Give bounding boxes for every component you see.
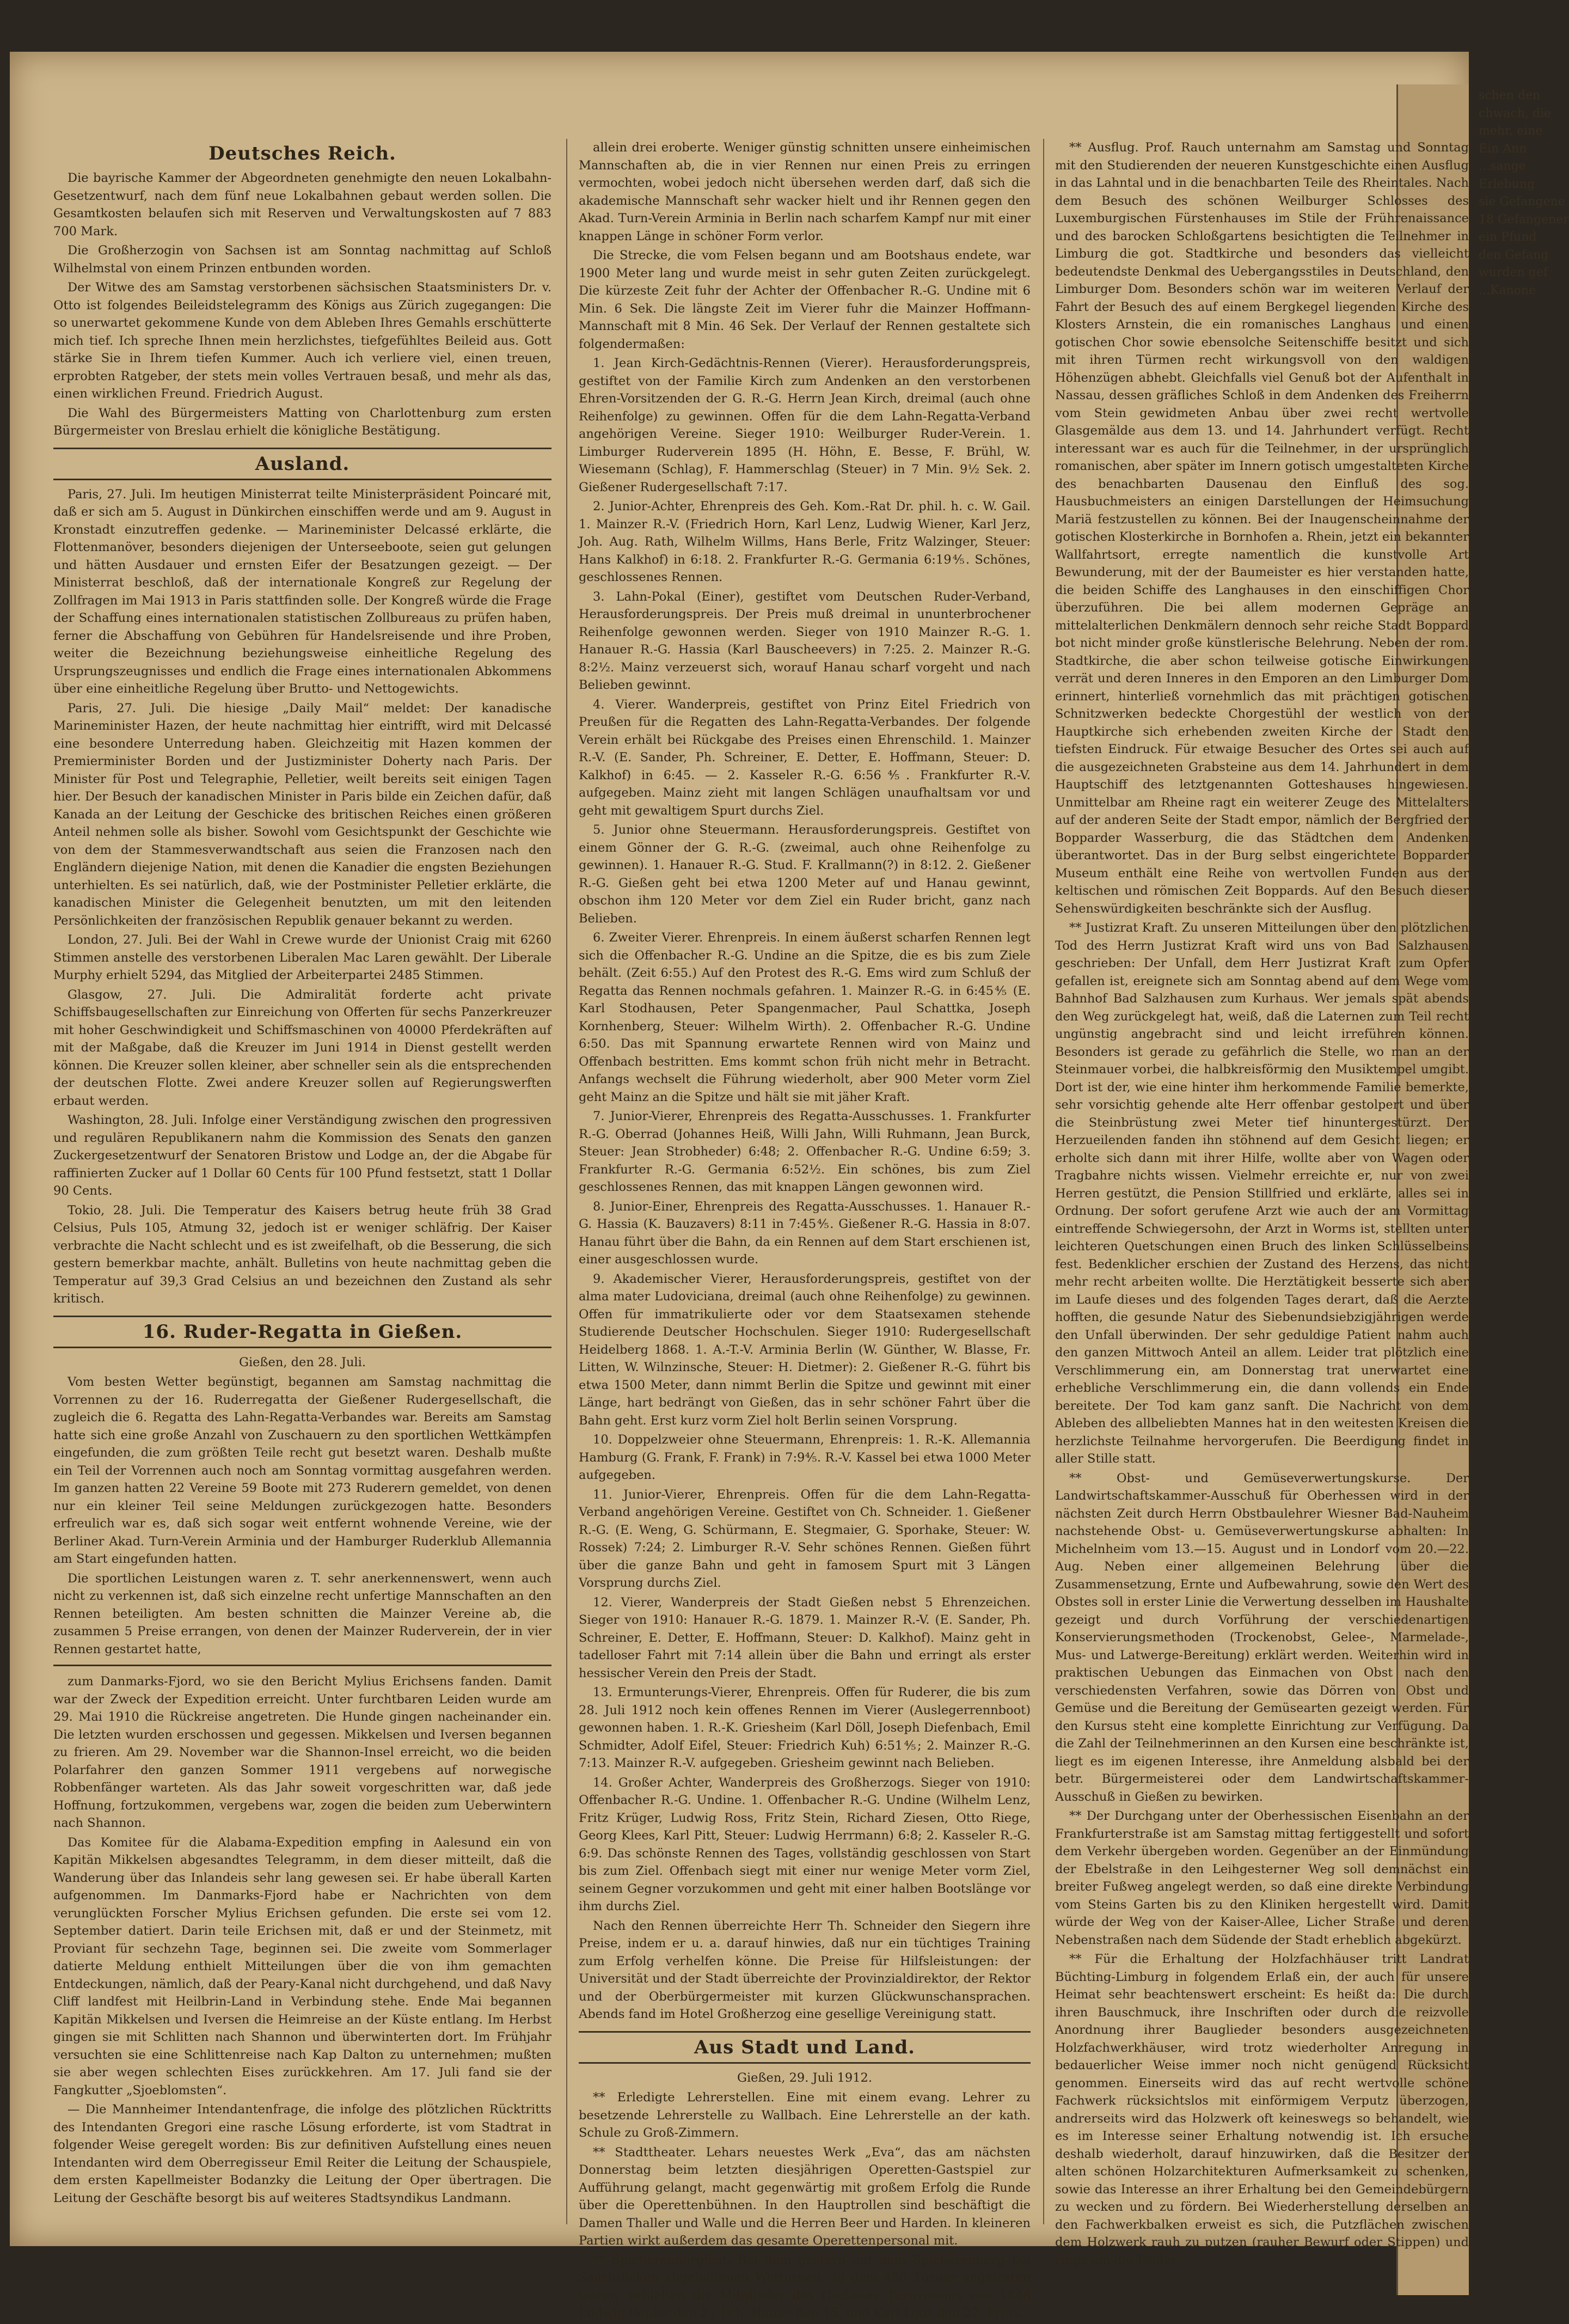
strip-line: sie Gefangene [1479,195,1565,209]
article-paragraph: — Die Mannheimer Intendantenfrage, die infolge des plötzlichen Rücktritts des Intendanten Gregori eine rasche Lösung erforderte, ist vom Stadtrat in folgender Weise geregelt worden: Bis zur definitiven Aufstellung eines neuen Intendanten wird dem Oberregisseur Emil Reiter die Leitung der Schauspiele, dem ersten Kapellmeister Bodanzky die Leitung der Oper übertragen. Die Leitung der Geschäfte besorgt bis auf weiteres Stadtsyndikus Landmann. [53,2102,551,2205]
strip-line: mehr, eine [1479,124,1543,138]
article-paragraph: ** Für die Erhaltung der Holzfachhäuser tritt Landrat Büchting-Limburg in folgendem Erlaß ein, der auch für unsere Heimat sehr beachtenswert erscheint: Es heißt da: Die durch ihren Bauschmuck, ihre Inschriften oder durch die reizvolle Anordnung ihrer Bauglieder besonders ausgezeichneten Holzfachwerkhäuser, wird trotz wiederholter Anregung in bedauerlicher Weise immer noch nicht genügend Rücksicht genommen. Einerseits wird das auf recht wertvolle schöne Fachwerk rücksichtslos mit einförmigem Verputz überzogen, andrerseits wird das Holzwerk oft keineswegs so behandelt, wie es im Interesse seiner Erhaltung notwendig ist. Ich ersuche deshalb wiederholt, darauf hinzuwirken, daß die Besitzer der alten schönen Holzarchitekturen Aufmerksamkeit zu schenken, sowie das Interesse an ihrer Erhaltung bei den Gemeindebürgern zu wecken und zu fördern. Bei Wiederherstellung derselben an den Fachwerkbalken erweist es sich, die Putzflächen zwischen dem Holzwerk rauh zu putzen (rauher Bewurf oder Stippen) und rings um die Felder [1055,1952,1469,2267]
strip-line: wurden gef [1479,266,1548,279]
article-paragraph: zum Danmarks-Fjord, wo sie den Bericht Mylius Erichsens fanden. Damit war der Zweck der Expedition erreicht. Unter furchtbaren Leiden wurde am 29. Mai 1910 die Rückreise angetreten. Die Hunde gingen nacheinander ein. Die letzten wurden erschossen und gegessen. Mikkelsen und Iversen begannen zu frieren. Am 29. November war die Shannon-Insel erreicht, wo die beiden Polarfahrer den ganzen Sommer 1911 vergebens auf norwegische Robbenfänger warteten. Als das Jahr soweit vorgeschritten war, daß jede Hoffnung, fortzukommen, vergebens war, zogen die beiden zum Ueberwintern nach Shannon. [53,1674,551,1830]
article-paragraph: ** Justizrat Kraft. Zu unseren Mitteilungen über den plötzlichen Tod des Herrn Justizrat Kraft wird uns von Bad Salzhausen geschrieben: Der Unfall, dem Herr Justizrat Kraft zum Opfer gefallen ist, ereignete sich am Sonntag abend auf dem Wege vom Bahnhof Bad Salzhausen zum Kurhaus. Wer jemals spät abends den Weg zurückgelegt hat, weiß, daß die Laternen zum Teil recht ungünstig angebracht sind und leicht irreführen können. Besonders ist gerade zu gefährlich die Stelle, wo man an der Steinmauer vorbei, die halbkreisförmig den Musiktempel umgibt. Dort ist der, wie eine hinter ihm herkommende Familie bemerkte, sehr vorsichtig gehende alte Herr offenbar gestolpert und über die Steinbrüstung zwei Meter tief hinuntergestürzt. Der Herzueilenden fanden ihn stöhnend auf dem Gesicht liegen; er erholte sich dann mit ihrer Hilfe, wollte aber von Wagen oder Tragbahre nichts wissen. Vielmehr erreichte er, nur von zwei Herren gestützt, die Pension Stillfried und erklärte, alles sei in Ordnung. Der sofort gerufene Arzt wie auch der am Vormittag eintreffende Schwiegersohn, der Arzt in Worms ist, stellten unter leichteren Quetschungen einen Bruch des linken Schlüsselbeins fest. Bedenklicher erschien der Zustand des Herzens, das nicht mehr recht arbeiten wollte. Die Herztätigkeit besserte sich aber im Laufe dieses und des folgenden Tages derart, daß die Aerzte hofften, die gesunde Natur des Siebenundsiebzigjährigen werde den Unfall überwinden. Der sehr geduldige Patient nahm auch den ganzen Mittwoch Anteil an allem. Leider trat plötzlich eine Verschlimmerung ein, am Donnerstag trat unerwartet eine erhebliche Verschlimmerung ein, die dann vollends ein Ende bereitete. Der Tod kam ganz sanft. Die Nachricht von dem Ableben des allbeliebten Mannes hat in den weitesten Kreisen die herzlichste Teilnahme hervorgerufen. Die Beerdigung findet in aller Stille statt. [1055,921,1469,1466]
column-divider [1043,139,1044,2224]
strip-line: schen den [1479,89,1541,102]
article-paragraph: 13. Ermunterungs-Vierer, Ehrenpreis. Offen für Ruderer, die bis zum 28. Juli 1912 noch kein offenes Rennen im Vierer (Auslegerrennboot) gewonnen haben. 1. R.-K. Griesheim (Karl Döll, Joseph Diefenbach, Emil Schmidter, Adolf Eifel, Steuer: Friedrich Kuh) 6:51⅘; 2. Mainzer R.-G. 7:13. Mainzer R.-V. aufgegeben. Griesheim gewinnt nach Belieben. [579,1685,1031,1770]
article-paragraph: 6. Zweiter Vierer. Ehrenpreis. In einem äußerst scharfen Rennen legt sich die Offenbacher R.-G. Undine an die Spitze, die es bis zum Ziele behält. (Zeit 6:55.) Auf den Protest des R.-G. Ems wird zum Schluß der Regatta das Rennen nochmals gefahren. 1. Mainzer R.-G. in 6:45⅘ (E. Karl Stodhausen, Peter Spangenmacher, Paul Schattka, Joseph Kornhenberg, Steuer: Wilhelm Wirth). 2. Offenbacher R.-G. Undine 6:50. Das mit Spannung erwartete Rennen wird von Mainz und Offenbach bestritten. Ems kommt schon früh nicht mehr in Betracht. Anfangs wechselt die Führung wiederholt, aber 900 Meter vorm Ziel geht Mainz an die Spitze und hält sie mit jäher Kraft. [579,931,1031,1104]
article-paragraph: Nach den Rennen überreichte Herr Th. Schneider den Siegern ihre Preise, indem er u. a. darauf hinwies, daß nur ein tüchtiges Training zum Erfolg verhelfen könne. Die Preise für Hilfsleistungen: der Universität und der Stadt überreichte der Provinzialdirektor, der Rektor und der Oberbürgermeister mit kurzen Glückwunschansprachen. Abends fand im Hotel Großherzog eine gesellige Vereinigung statt. [579,1918,1031,2021]
section-heading-deutsches-reich: Deutsches Reich. [209,143,396,164]
article-paragraph: 1. Jean Kirch-Gedächtnis-Rennen (Vierer). Herausforderungspreis, gestiftet von der Familie Kirch zum Andenken an den verstorbenen Ehren-Vorsitzenden der G. R.-G. Herrn Jean Kirch, dreimal (auch ohne Reihenfolge) zu gewinnen. Offen für die dem Lahn-Regatta-Verband angehörigen Vereine. Sieger 1910: Weilburger Ruder-Verein. 1. Limburger Ruderverein 1895 (H. Höhn, E. Besse, F. Brühl, W. Wiesemann (Schlag), F. Hammerschlag (Steuer) in 7 Min. 9½ Sek. 2. Gießener Rudergesellschaft 7:17. [579,356,1031,494]
article-paragraph: ** Erledigte Lehrerstellen. Eine mit einem evang. Lehrer zu besetzende Lehrerstelle zu Wallbach. Eine Lehrerstelle an der kath. Schule zu Groß-Zimmern. [579,2090,1031,2140]
article-paragraph: Die bayrische Kammer der Abgeordneten genehmigte den neuen Lokalbahn-Gesetzentwurf, nach dem fünf neue Lokalbahnen gebaut werden sollen. Die Gesamtkosten belaufen sich mit Reserven und Verwaltungskosten auf 7 883 700 Mark. [53,171,551,238]
newspaper-page [10,52,1469,2320]
article-paragraph: London, 27. Juli. Bei der Wahl in Crewe wurde der Unionist Craig mit 6260 Stimmen anstelle des verstorbenen Liberalen Mac Laren gewählt. Der Liberale Murphy erhielt 5294, das Mitglied der Arbeiterpartei 2485 Stimmen. [53,933,551,982]
section-heading-ruder-regatta: 16. Ruder-Regatta in Gießen. [53,1316,551,1348]
section-heading-aus-stadt-und-land: Aus Stadt und Land. [579,2031,1031,2064]
article-paragraph: 5. Junior ohne Steuermann. Herausforderungspreis. Gestiftet von einem Gönner der G. R.-G. (zweimal, auch ohne Reihenfolge zu gewinnen). 1. Hanauer R.-G. Stud. F. Krallmann(?) in 8:12. 2. Gießener R.-G. Gießen geht bei etwa 1200 Meter auf und Hanau gewinnt, obschon ihm 120 Meter vor dem Ziel ein Ruder bricht, ganz nach Belieben. [579,823,1031,926]
article-paragraph: ** Stadttheater. Lehars neuestes Werk „Eva“, das am nächsten Donnerstag beim letzten diesjährigen Operetten-Gastspiel zur Aufführung gelangt, macht gegenwärtig mit großem Erfolg die Runde über die Operettenbühnen. In den Hauptrollen sind beschäftigt die Damen Thaller und Walle und die Herren Beer und Harden. In kleineren Partien wirkt außerdem das gesamte Operettenpersonal mit. [579,2145,1031,2248]
article-paragraph: Der Witwe des am Samstag verstorbenen sächsischen Staatsministers Dr. v. Otto ist folgendes Beileidstelegramm des Königs aus Zürich zugegangen: Die so unerwartet gekommene Kunde von dem Ableben Ihres Gemahls erschütterte mich tief. Ich spreche Ihnen mein herzlichstes, tiefgefühltes Beileid aus. Gott stärke Sie in Ihrem tiefen Kummer. Auch ich verliere viel, einen treuen, erprobten Ratgeber, der stets mein volles Vertrauen besaß, und mehr als das, einen wirklichen Freund. Friedrich August. [53,280,551,401]
article-paragraph: Vom besten Wetter begünstigt, begannen am Samstag nachmittag die Vorrennen zu der 16. Ruderregatta der Gießener Rudergesellschaft, die zugleich die 6. Regatta des Lahn-Regatta-Verbandes war. Bereits am Samstag hatte sich eine große Anzahl von Zuschauern zu den sportlichen Wettkämpfen eingefunden, die zum größten Teile recht gut besetzt waren. Deshalb mußte ein Teil der Vorrennen auch noch am Sonntag vormittag ausgefahren werden. Im ganzen hatten 22 Vereine 59 Boote mit 273 Ruderern gemeldet, von denen nur ein kleiner Teil seine Meldungen zurückgezogen hatte. Besonders erfreulich war es, daß sich sogar weit entfernt wohnende Vereine, wie der Berliner Akad. Turn-Verein Arminia und der Hamburger Ruderklub Allemannia am Start eingefunden hatten. [53,1375,551,1566]
strip-line: Erlebung [1479,177,1535,191]
strip-line: ein Pfund [1479,230,1537,244]
column-1 [53,139,551,2209]
article-paragraph: Tokio, 28. Juli. Die Temperatur des Kaisers betrug heute früh 38 Grad Celsius, Puls 105, Atmung 32, jedoch ist er weniger schläfrig. Der Kaiser verbrachte die Nacht schlecht und es ist zweifelhaft, ob die Besserung, die sich gestern bemerkbar machte, anhält. Bulletins von heute nachmittag geben die Temperatur auf 39,3 Grad Celsius an und bezeichnen den Zustand als sehr kritisch. [53,1203,551,1306]
article-paragraph: 7. Junior-Vierer, Ehrenpreis des Regatta-Ausschusses. 1. Frankfurter R.-G. Oberrad (Johannes Heiß, Willi Jahn, Willi Ruhmann, Jean Burck, Steuer: Jean Strobheder) 6:48; 2. Offenbacher R.-G. Undine 6:59; 3. Frankfurter R.-G. Germania 6:52½. Ein schönes, bis zum Ziel geschlossenes Rennen, das mit knappen Längen gewonnen wird. [579,1109,1031,1194]
article-paragraph: Paris, 27. Juli. Im heutigen Ministerrat teilte Ministerpräsident Poincaré mit, daß er sich am 5. August in Dünkirchen einschiffen werde und am 9. August in Kronstadt einzutreffen gedenke. — Marineminister Delcassé erklärte, die Flottenmanöver, besonders diejenigen der Unterseeboote, seien gut gelungen und hätten Ausdauer und ernsten Eifer der Besatzungen gezeigt. — Der Ministerrat beschloß, daß der internationale Kongreß zur Regelung der Zollfragen im Mai 1913 in Paris stattfinden solle. Der Kongreß würde die Frage der Schaffung eines internationalen statistischen Zollbureaus zu prüfen haben, ferner die Abschaffung von Gebühren für Handelsreisende und ihre Proben, weiter die Bezeichnung beziehungsweise einheitliche Regelung des Ursprungszeugnisses und endlich die Frage eines internationalen Abkommens über eine einheitliche Regelung über Brutto- und Nettogewichts. [53,487,551,696]
article-paragraph: 8. Junior-Einer, Ehrenpreis des Regatta-Ausschusses. 1. Hanauer R.-G. Hassia (K. Bauzavers) 8:11 in 7:45⅘. Gießener R.-G. Hassia in 8:07. Hanau führt über die Bahn, da ein Rennen auf dem Start erschienen ist, einer ausgeschlossen wurde. [579,1199,1031,1267]
strip-line: chwach, die [1479,106,1552,120]
article-paragraph: 4. Vierer. Wanderpreis, gestiftet von Prinz Eitel Friedrich von Preußen für die Regatten des Lahn-Regatta-Verbandes. Der folgende Verein erhält bei Rückgabe des Preises einen Ehrenschild. 1. Mainzer R.-V. (E. Sander, Ph. Schreiner, E. Detter, E. Hoffmann, Steuer: D. Kalkhof) in 6:45. — 2. Kasseler R.-G. 6:56⅘. Frankfurter R.-V. aufgegeben. Mainz zieht mit langen Schlägen unaufhaltsam vor und geht mit gewaltigem Spurt durchs Ziel. [579,697,1031,818]
strip-line: ...Kanone [1479,283,1536,297]
article-paragraph: 9. Akademischer Vierer, Herausforderungspreis, gestiftet von der alma mater Ludoviciana, dreimal (auch ohne Reihenfolge) zu gewinnen. Offen für immatrikulierte oder vor dem Staatsexamen stehende Studierende Deutscher Hochschulen. Sieger 1910: Rudergesellschaft Heidelberg 1868. 1. A.-T.-V. Arminia Berlin (W. Günther, W. Blasse, Fr. Litten, W. Wilnzinsche, Steuer: H. Dietmer): 2. Gießener R.-G. führt bis etwa 1500 Meter, dann nimmt Berlin die Spitze und gewinnt mit einer Länge, hart bedrängt von Gießen, das in sehr schöner Fahrt über die Bahn geht. Erst kurz vorm Ziel holt Berlin seinen Vorsprung. [579,1271,1031,1428]
strip-line: ...sange [1479,160,1526,173]
column-2 [579,139,1031,2324]
article-paragraph: ** Der Durchgang unter der Oberhessischen Eisenbahn an der Frankfurterstraße ist am Samstag mittag fertiggestellt und sofort dem Verkehr übergeben worden. Gegenüber an der Einmündung der Ebelstraße in den Leihgesterner Weg soll demnächst ein breiter Fußweg angelegt werden, so daß eine direkte Verbindung vom Steins Garten bis zu den Kliniken hergestellt wird. Damit würde der Weg von der Kaiser-Allee, Licher Straße und deren Nebenstraßen nach dem Südende der Stadt erheblich abgekürzt. [1055,1809,1469,1947]
article-paragraph: Die Strecke, die vom Felsen begann und am Bootshaus endete, war 1900 Meter lang und wurde meist in sehr guten Zeiten zurückgelegt. Die kürzeste Zeit fuhr der Achter der Offenbacher R.-G. Undine mit 6 Min. 6 Sek. Die längste Zeit im Vierer fuhr die Mainzer Hoffmann-Mannschaft mit 8 Min. 46 Sek. Der Verlauf der Rennen gestaltete sich folgendermaßen: [579,248,1031,351]
article-paragraph: 11. Junior-Vierer, Ehrenpreis. Offen für die dem Lahn-Regatta-Verband angehörigen Vereine. Gestiftet von Ch. Schneider. 1. Gießener R.-G. (E. Weng, G. Schürmann, E. Stegmaier, G. Sporhake, Steuer: W. Rossek) 7:24; 2. Limburger R.-V. Sehr schönes Rennen. Gießen führt über die ganze Bahn und geht in famosem Spurt mit 3 Längen Vorsprung durchs Ziel. [579,1487,1031,1590]
article-paragraph: ** Ausflug. Prof. Rauch unternahm am Samstag und Sonntag mit den Studierenden der neueren Kunstgeschichte einen Ausflug in das Lahntal und in die benachbarten Teile des Rheintales. Nach dem Besuch des schönen Weilburger Schlosses des Luxemburgischen Fürstenhauses im Stile der Frührenaissance und des barocken Schloßgartens besichtigten die Teilnehmer in Limburg die got. Stadtkirche und besonders das vielleicht bedeutendste Denkmal des Uebergangsstiles in Deutschland, den Limburger Dom. Besonders schön war im weiteren Verlauf der Fahrt der Besuch des auf einem Bergkegel liegenden Kirche des Klosters Arnstein, die ein romanisches Langhaus und einen gotischen Chor sowie ebensolche Seitenschiffe besitzt und sich mit ihren Türmen recht wirkungsvoll von den waldigen Höhenzügen abhebt. Gleichfalls viel Genuß bot der Aufenthalt in Nassau, dessen gräfliches Schloß in dem Andenken des Freiherrn vom Stein gewidmeten Anbau über zwei recht wertvolle Glasgemälde aus dem 13. und 14. Jahrhundert verfügt. Recht interessant war es auch für die Teilnehmer, in der ursprünglich romanischen, aber später im Innern gotisch umgestalteten Kirche des benachbarten Dausenau den Einfluß des sog. Hausbuchmeisters an einigen Darstellungen der Heimsuchung Mariä festzustellen zu können. Bei der Inaugenscheinnahme der gotischen Klosterkirche in Bornhofen a. Rhein, jetzt ein bekannter Wallfahrtsort, erregte namentlich die kunstvolle Art Bewunderung, mit der der Baumeister es hier verstanden hatte, die beiden Schiffe des Langhauses in den einschiffigen Chor überzuführen. Die bei allem modernen Gepräge an mittelalterlichen Denkmälern dennoch sehr reiche Stadt Boppard bot nicht minder große künstlerische Belehrung. Neben der rom. Stadtkirche, die aber schon teilweise gotische Einwirkungen verrät und deren Inneres in den Emporen an den Limburger Dom erinnert, hinterließ vornehmlich das mit prächtigen gotischen Schnitzwerken bedeckte Chorgestühl der westlich von der Hauptkirche sich erhebenden zweiten Kirche der Stadt den tiefsten Eindruck. Für etwaige Besucher des Ortes sei auch auf die ausgezeichneten Grabsteine aus dem 14. Jahrhundert in dem Hauptschiff des letztgenannten Gotteshauses hingewiesen. Unmittelbar am Rheine ragt ein weiterer Zeuge des Mittelalters auf der anderen Seite der Stadt empor, nämlich der Bergfried der Bopparder Wasserburg, die das Städtchen dem Andenken überantwortet. Das in der Burg selbst eingerichtete Bopparder Museum enthält eine Reihe von wertvollen Funden aus der keltischen und römischen Zeit Boppards. Auf den Besuch dieser Sehenswürdigkeiten beschränkte sich der Ausflug. [1055,140,1469,916]
article-paragraph: Die Wahl des Bürgermeisters Matting von Charlottenburg zum ersten Bürgermeister von Breslau erhielt die königliche Bestätigung. [53,406,551,438]
article-paragraph: ** Spicherenbergfest. Bei dem gestern auf dem Spicherenberg bei Saarbrücken abgehaltenen Wetturnen, zu dem 480 Turner angetreten waren, erhielten die Mitglieder des Gießener Turnvereins von 1846 Ludwig Bepler den 2., Fch. Hamel den 15. und Karl Loos den 22. Preis. [579,2253,1031,2320]
article-paragraph: ** Obst- und Gemüseverwertungskurse. Der Landwirtschaftskammer-Ausschuß für Oberhessen wird in der nächsten Zeit durch Herrn Obstbaulehrer Wiesner Bad-Nauheim nachstehende Obst- u. Gemüseverwertungskurse abhalten: In Michelnheim vom 13.—15. August und in Londorf vom 20.—22. Aug. Neben einer allgemeinen Belehrung über die Zusammensetzung, Ernte und Aufbewahrung, sowie den Wert des Obstes soll in erster Linie die Verwertung desselben im Haushalte gezeigt und durch Vorführung der verschiedenartigen Konservierungsmethoden (Trockenobst, Gelee-, Marmelade-, Mus- und Latwerge-Bereitung) erklärt werden. Weiterhin wird in praktischen Uebungen das Einmachen von Obst nach den verschiedensten Verfahren, sowie das Dörren von Obst und Gemüse und die Bereitung der Gemüsearten gezeigt werden. Für den Kursus steht eine komplette Einrichtung zur Verfügung. Da die Zahl der Teilnehmerinnen an den Kursen eine beschränkte ist, liegt es im eigenen Interesse, ihre Anmeldung alsbald bei der betr. Bürgermeisterei oder dem Landwirtschaftskammer-Ausschuß in Gießen zu bewirken. [1055,1471,1469,1804]
column-divider [566,139,567,2224]
article-paragraph: 2. Junior-Achter, Ehrenpreis des Geh. Kom.-Rat Dr. phil. h. c. W. Gail. 1. Mainzer R.-V. (Friedrich Horn, Karl Lenz, Ludwig Wiener, Karl Jerz, Joh. Aug. Rath, Wilhelm Willms, Hans Berle, Fritz Walzinger, Steuer: Hans Kalkhof) in 6:18. 2. Frankfurter R.-G. Germania 6:19⅘. Schönes, geschlossenes Rennen. [579,499,1031,584]
strip-line: 18 Gefangener [1479,212,1569,227]
article-paragraph: Die sportlichen Leistungen waren z. T. sehr anerkennenswert, wenn auch nicht zu verkennen ist, daß sich einzelne recht unfertige Mannschaften an den Rennen beteiligten. Am besten schnitten die Mainzer Vereine ab, die zusammen 5 Preise errangen, von denen der Mainzer Ruderverein, der in vier Rennen gestartet hatte, [53,1571,551,1656]
article-paragraph: Die Großherzogin von Sachsen ist am Sonntag nachmittag auf Schloß Wilhelmstal von einem Prinzen entbunden worden. [53,243,551,276]
article-paragraph: Washington, 28. Juli. Infolge einer Verständigung zwischen den progressiven und regulären Republikanern nahm die Kommission des Senats den ganzen Zuckergesetzentwurf der Senatoren Bristow und Lodge an, der die Abgabe für raffinierten Zucker auf 1 Dollar 60 Cents für 100 Pfund festsetzt, statt 1 Dollar 90 Cents. [53,1113,551,1198]
article-paragraph: Glasgow, 27. Juli. Die Admiralität forderte acht private Schiffsbaugesellschaften zur Einreichung von Offerten für sechs Panzerkreuzer mit hoher Geschwindigkeit und Schiffsmaschinen von 40000 Pferdekräften auf mit der Maßgabe, daß die Kreuzer im Juni 1914 in Dienst gestellt werden können. Die Kreuzer sollen kleiner, aber schneller sein als die entsprechenden der deutschen Flotte. Zwei andere Kreuzer sollen auf Regierungswerften erbaut werden. [53,987,551,1108]
strip-line: den Gefang [1479,248,1549,262]
article-paragraph: Paris, 27. Juli. Die hiesige „Daily Mail“ meldet: Der kanadische Marineminister Hazen, der heute nachmittag hier eintrifft, wird mit Delcassé eine besondere Unterredung haben. Gleichzeitig mit Hazen kommen der Premierminister Borden und der Justizminister Doherty nach Paris. Der Minister für Post und Telegraphie, Pelletier, weilt bereits seit einigen Tagen hier. Der Besuch der kanadischen Minister in Paris bilde ein Zeichen dafür, daß Kanada an der Leitung der Geschicke des britischen Reiches einen größeren Anteil nehmen solle als bisher. Sowohl vom Gesichtspunkt der Geschichte wie von dem der Stammesverwandtschaft aus seien die Franzosen nach den Engländern diejenige Nation, mit denen die Kanadier die engsten Beziehungen unterhielten. Es sei natürlich, daß, wie der Postminister Pelletier erklärte, die kanadischen Minister die Gelegenheit benutzten, um mit den leitenden Persönlichkeiten der französischen Republik genauer bekannt zu werden. [53,701,551,928]
article-paragraph: 3. Lahn-Pokal (Einer), gestiftet vom Deutschen Ruder-Verband, Herausforderungspreis. Der Preis muß dreimal in ununterbrochener Reihenfolge gewonnen werden. Sieger von 1910 Mainzer R.-G. 1. Hanauer R.-G. Hassia (Karl Bauscheevers) in 7:25. 2. Mainzer R.-G. 8:2½. Mainz verzeuerst sich, worauf Hanau scharf vorgeht und nach Belieben gewinnt. [579,589,1031,692]
section-heading-ausland: Ausland. [53,448,551,480]
column-3 [1055,139,1469,2271]
dateline: Gießen, 29. Juli 1912. [737,2070,873,2085]
adjacent-page-strip [1479,87,1569,299]
article-paragraph: 10. Doppelzweier ohne Steuermann, Ehrenpreis: 1. R.-K. Allemannia Hamburg (G. Frank, F. Frank) in 7:9⅘. R.-V. Kassel bei etwa 1000 Meter aufgegeben. [579,1433,1031,1482]
article-paragraph: allein drei eroberte. Weniger günstig schnitten unsere einheimischen Mannschaften ab, die in vier Rennen nur einen Preis zu erringen vermochten, wobei jedoch nicht übersehen werden darf, daß sich die akademische Mannschaft sehr wacker hielt und ihr Rennen gegen den Akad. Turn-Verein Arminia in Berlin nach scharfem Kampf nur mit einer knappen Länge in schöner Form verlor. [579,140,1031,243]
dateline: Gießen, den 28. Juli. [239,1355,366,1369]
article-paragraph: 14. Großer Achter, Wanderpreis des Großherzogs. Sieger von 1910: Offenbacher R.-G. Undine. 1. Offenbacher R.-G. Undine (Wilhelm Lenz, Fritz Krüger, Ludwig Ross, Fritz Stein, Richard Ziesen, Otto Riege, Georg Klees, Karl Pitt, Steuer: Ludwig Herrmann) 6:8; 2. Kasseler R.-G. 6:9. Das schönste Rennen des Tages, vollständig geschlossen von Start bis zum Ziel. Offenbach siegt mit einer nur wenige Meter vorm Ziel, seinem Gegner vorzukommen und geht mit einer halben Bootslänge vor ihm durchs Ziel. [579,1775,1031,1913]
strip-line: Ein Ann [1479,142,1527,156]
horizontal-rule [53,1665,551,1666]
article-paragraph: Das Komitee für die Alabama-Expedition empfing in Aalesund ein von Kapitän Mikkelsen abgesandtes Telegramm, in dem dieser mitteilt, daß die Wanderung über das Inlandeis sehr lang gewesen sei. Er habe überall Karten aufgenommen. Im Danmarks-Fjord habe er Nachrichten von dem verunglückten Forscher Mylius Erichsen gefunden. Die erste sei vom 12. September datiert. Darin teile Erichsen mit, daß er und der Steinmetz, mit Proviant für sechzehn Tage, beginnen sei. Die zweite vom Sommerlager datierte Meldung enthielt Mitteilungen über die von ihm gemachten Entdeckungen, nämlich, daß der Peary-Kanal nicht durchgehend, und daß Navy Cliff landfest mit Heilbrin-Land in Verbindung stehe. Ende Mai begannen Kapitän Mikkelsen und Iversen die Heimreise an der Küste entlang. Im Herbst gingen sie mit Schlitten nach Shannon und überwinterten dort. Im Frühjahr versuchten sie eine Schlittenreise nach Kap Dalton zu unternehmen; mußten sie aber wegen schlechten Eises zurückkehren. Am 17. Juli fand sie der Fangkutter „Sjoeblomsten“. [53,1835,551,2097]
article-paragraph: 12. Vierer, Wanderpreis der Stadt Gießen nebst 5 Ehrenzeichen. Sieger von 1910: Hanauer R.-G. 1879. 1. Mainzer R.-V. (E. Sander, Ph. Schreiner, E. Detter, E. Hoffmann, Steuer: D. Kalkhof). Mainz geht in tadelloser Fahrt mit 7:14 allein über die Bahn und erringt als erster hessischer Verein den Preis der Stadt. [579,1595,1031,1680]
